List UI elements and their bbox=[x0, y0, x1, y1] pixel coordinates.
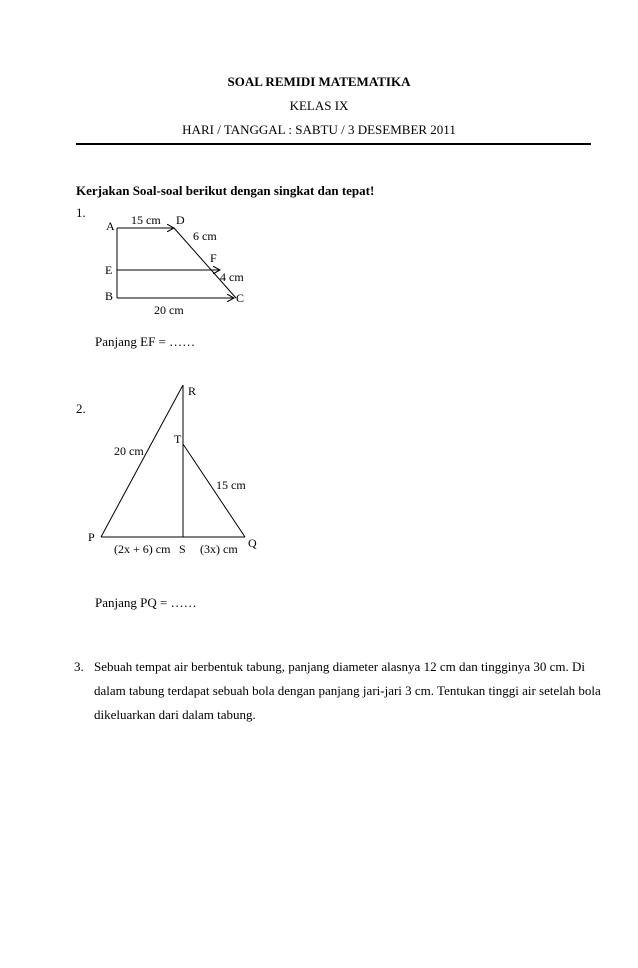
instruction: Kerjakan Soal-soal berikut dengan singkat dan tepat! bbox=[76, 183, 375, 198]
q2-label-t: T bbox=[174, 432, 182, 446]
q2-label-s: S bbox=[179, 542, 186, 556]
q2-label-r: R bbox=[188, 384, 197, 398]
q3-block bbox=[74, 655, 604, 727]
q2-measure-tq: 15 cm bbox=[216, 478, 246, 492]
class-label: KELAS IX bbox=[289, 98, 349, 113]
q2-figure bbox=[88, 384, 257, 556]
q1-question: Panjang EF = …… bbox=[95, 334, 196, 349]
q1-measure-fc: 4 cm bbox=[220, 270, 244, 284]
q1-label-d: D bbox=[176, 213, 185, 227]
page-title: SOAL REMIDI MATEMATIKA bbox=[227, 74, 411, 89]
q1-number: 1. bbox=[76, 205, 86, 220]
q2-label-p: P bbox=[88, 530, 95, 544]
q2-number: 2. bbox=[76, 401, 86, 416]
q1-measure-ad: 15 cm bbox=[131, 213, 161, 227]
q3-text: Sebuah tempat air berbentuk tabung, panjang diameter alasnya 12 cm dan tingginya 30 cm. Di dalam tabung terdapat sebuah bola dengan panjang jari-jari 3 cm. Tentukan tinggi air setelah bola dikeluarkan dari dalam tabung. bbox=[94, 659, 601, 722]
q1-label-b: B bbox=[105, 289, 114, 303]
q2-question: Panjang PQ = …… bbox=[95, 595, 197, 610]
q2-label-q: Q bbox=[248, 536, 257, 550]
q3-number: 3. bbox=[74, 659, 84, 674]
q1-label-c: C bbox=[236, 291, 245, 305]
q1-label-e: E bbox=[105, 263, 113, 277]
q1-label-f: F bbox=[210, 251, 217, 265]
q2-measure-pt: 20 cm bbox=[114, 444, 144, 458]
q2-measure-ps: (2x + 6) cm bbox=[114, 542, 171, 556]
q2-side-pr bbox=[101, 385, 183, 537]
q1-measure-bc: 20 cm bbox=[154, 303, 184, 317]
date-label: HARI / TANGGAL : SABTU / 3 DESEMBER 2011 bbox=[182, 122, 456, 137]
q1-measure-df: 6 cm bbox=[193, 229, 217, 243]
q2-measure-sq: (3x) cm bbox=[200, 542, 238, 556]
q1-figure bbox=[105, 213, 244, 317]
q1-label-a: A bbox=[106, 219, 115, 233]
